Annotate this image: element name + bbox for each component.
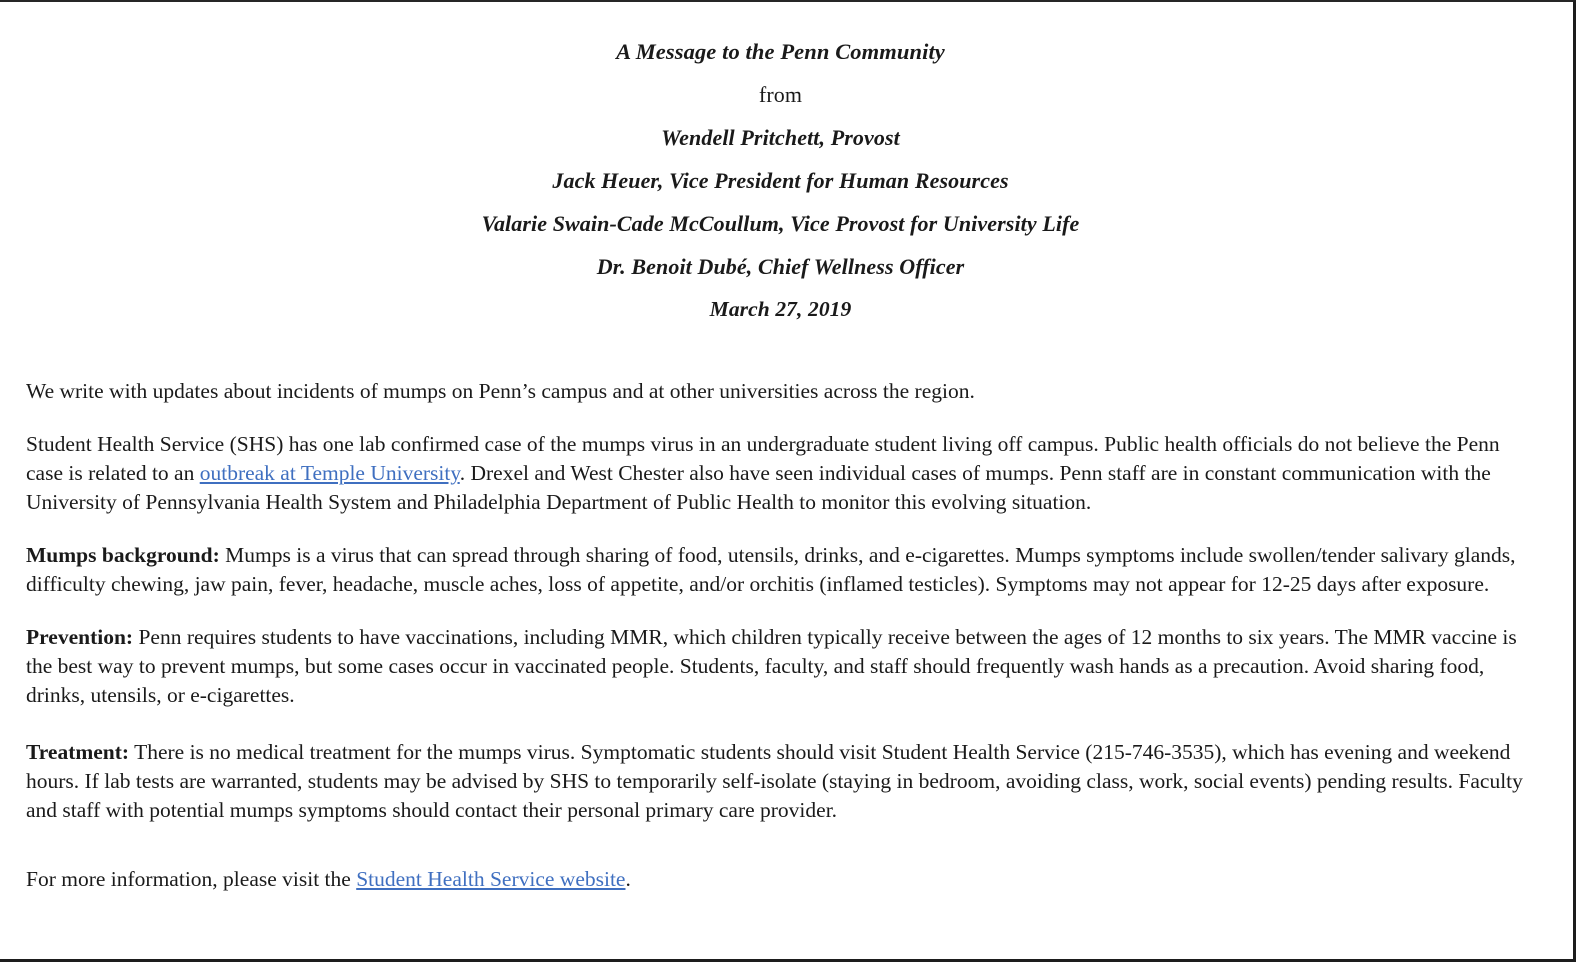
- paragraph-intro: [26, 377, 1534, 406]
- document-body: [0, 2, 1573, 894]
- paragraph-spacer: [26, 710, 1534, 738]
- document-title: A Message to the Penn Community: [616, 39, 945, 64]
- paragraph-spacer: [26, 517, 1534, 541]
- student-health-service-website-link[interactable]: Student Health Service website: [356, 867, 626, 891]
- treatment-label: Treatment:: [26, 740, 130, 764]
- letterhead: [26, 18, 1535, 331]
- mumps-background-text: Mumps is a virus that can spread through sharing of food, utensils, drinks, and e-cigarettes. Mumps symptoms include swollen/tender salivary glands, difficulty chewing, jaw pain, fever, headache, muscle aches, loss of appetite, and/or orchitis (inflamed testicles). Symptoms may not appear for 12-25 days after exposure.: [26, 543, 1516, 596]
- temple-outbreak-link[interactable]: outbreak at Temple University: [199, 461, 460, 485]
- paragraph-mumps-background: [26, 541, 1534, 599]
- paragraph-more-information: [26, 865, 1534, 894]
- paragraph-treatment: [26, 738, 1534, 825]
- signatory-provost: Wendell Pritchett, Provost: [661, 125, 900, 150]
- footer-text-before-link: For more information, please visit the: [26, 867, 357, 891]
- case-text-before-link: Student Health Service (SHS) has one lab confirmed case of the mumps virus in an undergraduate student living off campus. Public health officials do not believe the Penn case is related to an: [26, 432, 1500, 485]
- signatory-wellness-officer: Dr. Benoit Dubé, Chief Wellness Officer: [596, 254, 965, 279]
- prevention-label: Prevention:: [26, 625, 134, 649]
- letter-content: [26, 377, 1534, 894]
- case-text-after-link: . Drexel and West Chester also have seen individual cases of mumps. Penn staff are in constant communication with the University of Pennsylvania Health System and Philadelphia Department of Public Health to monitor this evolving situation.: [26, 461, 1491, 514]
- intro-text: We write with updates about incidents of mumps on Penn’s campus and at other universities across the region.: [26, 379, 975, 403]
- signatory-vice-provost: Valarie Swain-Cade McCoullum, Vice Provost for University Life: [481, 211, 1080, 236]
- paragraph-case-update: [26, 430, 1534, 517]
- paragraph-prevention: [26, 623, 1534, 710]
- prevention-text: Penn requires students to have vaccinations, including MMR, which children typically receive between the ages of 12 months to six years. The MMR vaccine is the best way to prevent mumps, but some cases occur in vaccinated people. Students, faculty, and staff should frequently wash hands as a precaution. Avoid sharing food, drinks, utensils, or e-cigarettes.: [26, 625, 1517, 707]
- paragraph-spacer: [26, 825, 1534, 865]
- footer-text-after-link: .: [625, 867, 631, 891]
- signatory-hr-vp: Jack Heuer, Vice President for Human Resources: [552, 168, 1009, 193]
- paragraph-spacer: [26, 599, 1534, 623]
- from-label: from: [758, 82, 803, 107]
- treatment-text: There is no medical treatment for the mumps virus. Symptomatic students should visit Student Health Service (215-746-3535), which has evening and weekend hours. If lab tests are warranted, students may be advised by SHS to temporarily self-isolate (staying in bedroom, avoiding class, work, social events) pending results. Faculty and staff with potential mumps symptoms should contact their personal primary care provider.: [26, 740, 1523, 822]
- paragraph-spacer: [26, 406, 1534, 430]
- document-date: March 27, 2019: [709, 297, 852, 321]
- mumps-background-label: Mumps background:: [26, 543, 220, 567]
